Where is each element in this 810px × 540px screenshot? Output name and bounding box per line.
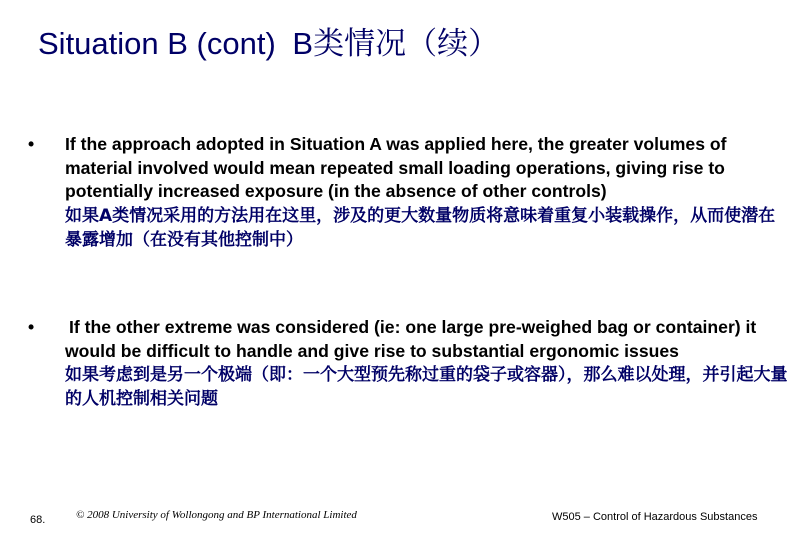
bullet-text: If the other extreme was considered (ie: one large pre-weighed bag or container) it would be difficult to handle and give rise to substantial ergonomic issues: [65, 317, 757, 361]
slide-title-en: Situation B (cont): [38, 26, 276, 61]
bullet-icon: •: [28, 134, 35, 154]
bullet-item: [28, 316, 788, 411]
bullet-item: [28, 133, 788, 252]
bullet-text-cn: 如果A类情况采用的方法用在这里，涉及的更大数量物质将意味着重复小装载操作，从而使潜在暴露增加（在没有其他控制中）: [65, 205, 776, 250]
page-number: 68.: [30, 514, 46, 526]
course-title: W505 – Control of Hazardous Substances: [552, 511, 758, 523]
slide-title-cn: B类情况（续）: [292, 26, 500, 61]
bullet-text-cn: 如果考虑到是另一个极端（即：一个大型预先称过重的袋子或容器），那么难以处理，并引起大量的人机控制相关问题: [65, 365, 788, 409]
slide-title: [38, 24, 499, 64]
copyright-notice: © 2008 University of Wollongong and BP International Limited: [76, 509, 357, 521]
bullet-text: If the approach adopted in Situation A was applied here, the greater volumes of material involved would mean repeated small loading operations, giving rise to potentially increased exposure (in the absence of other controls): [65, 134, 727, 201]
bullet-icon: •: [28, 317, 35, 337]
